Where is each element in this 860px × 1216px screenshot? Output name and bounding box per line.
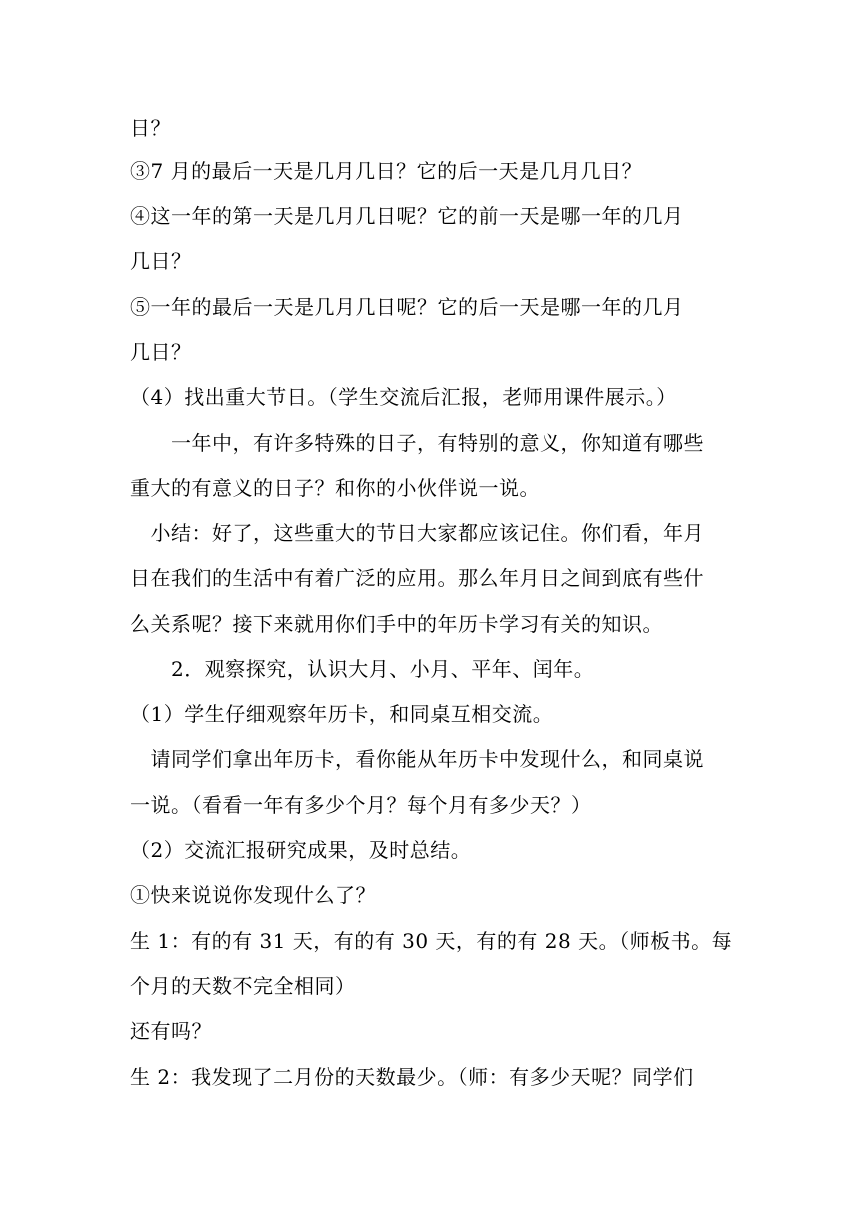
- text-line: ⑤一年的最后一天是几月几日呢？它的后一天是哪一年的几月: [130, 295, 684, 319]
- text-line: 2．观察探究，认识大月、小月、平年、闰年。: [130, 657, 595, 681]
- text-line: 一年中，有许多特殊的日子，有特别的意义，你知道有哪些: [130, 431, 704, 455]
- text-line: 重大的有意义的日子？和你的小伙伴说一说。: [130, 476, 540, 500]
- text-line: ①快来说说你发现什么了？: [130, 883, 376, 907]
- text-line: （1）学生仔细观察年历卡，和同桌互相交流。: [130, 702, 554, 726]
- text-line: （2）交流汇报研究成果，及时总结。: [130, 838, 472, 862]
- text-line: 日？: [130, 116, 171, 140]
- text-line: 个月的天数不完全相同）: [130, 974, 356, 998]
- text-line: ④这一年的第一天是几月几日呢？它的前一天是哪一年的几月: [130, 204, 684, 228]
- text-line: 请同学们拿出年历卡，看你能从年历卡中发现什么，和同桌说: [130, 747, 704, 771]
- text-line: 么关系呢？接下来就用你们手中的年历卡学习有关的知识。: [130, 612, 663, 636]
- text-line: 日在我们的生活中有着广泛的应用。那么年月日之间到底有些什: [130, 566, 704, 590]
- text-line: 生 2：我发现了二月份的天数最少。（师：有多少天呢？同学们: [130, 1065, 694, 1089]
- text-line: 一说。（看看一年有多少个月？每个月有多少天？）: [130, 793, 592, 817]
- text-line: 小结：好了，这些重大的节日大家都应该记住。你们看，年月: [130, 521, 704, 545]
- text-line: 生 1：有的有 31 天，有的有 30 天，有的有 28 天。（师板书。每: [130, 929, 733, 953]
- text-line: 几日？: [130, 340, 192, 364]
- text-line: ③7 月的最后一天是几月几日？它的后一天是几月几日？: [130, 159, 643, 183]
- text-line: （4）找出重大节日。（学生交流后汇报，老师用课件展示。）: [130, 385, 677, 409]
- text-line: 还有吗？: [130, 1019, 212, 1043]
- text-line: 几日？: [130, 249, 192, 273]
